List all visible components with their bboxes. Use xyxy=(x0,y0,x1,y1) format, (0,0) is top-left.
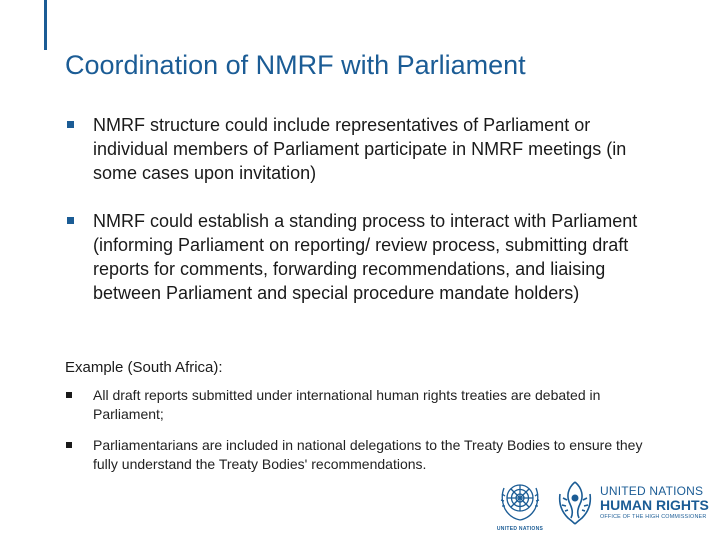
ohchr-line-un: UNITED NATIONS xyxy=(600,484,704,498)
example-list xyxy=(65,386,655,473)
square-bullet-icon xyxy=(66,392,72,398)
main-bullet-text: NMRF structure could include representatives of Parliament or individual members of Parliament participate in NMRF meetings (in some cases upon invitation) xyxy=(93,115,627,183)
example-item-text: Parliamentarians are included in national delegations to the Treaty Bodies to ensure they fully understand the Treaty Bodies' recommendations. xyxy=(93,437,643,472)
un-emblem-icon xyxy=(496,476,544,524)
main-bullet-item xyxy=(65,113,665,185)
main-bullet-item xyxy=(65,209,665,305)
accent-bar xyxy=(44,0,47,50)
square-bullet-icon xyxy=(66,442,72,448)
un-emblem-caption: UNITED NATIONS xyxy=(496,526,544,532)
example-item-text: All draft reports submitted under international human rights treaties are debated in Parliament; xyxy=(93,387,601,422)
ohchr-emblem-icon xyxy=(554,478,596,526)
main-bullet-list xyxy=(65,113,665,305)
main-bullet-text: NMRF could establish a standing process to interact with Parliament (informing Parliament on reporting/ review process, submitting draft reports for comments, forwarding recommendations, and liaising between Parliament and special procedure mandate holders) xyxy=(93,211,638,303)
ohchr-line-office: OFFICE OF THE HIGH COMMISSIONER xyxy=(600,514,707,520)
square-bullet-icon xyxy=(67,121,74,128)
square-bullet-icon xyxy=(67,217,74,224)
ohchr-wordmark xyxy=(600,485,709,521)
example-label: Example (South Africa): xyxy=(65,359,223,376)
example-item xyxy=(65,386,655,423)
example-item xyxy=(65,436,655,473)
ohchr-line-hr: HUMAN RIGHTS xyxy=(600,497,709,513)
slide-title: Coordination of NMRF with Parliament xyxy=(65,50,526,80)
footer-logos xyxy=(496,476,709,536)
